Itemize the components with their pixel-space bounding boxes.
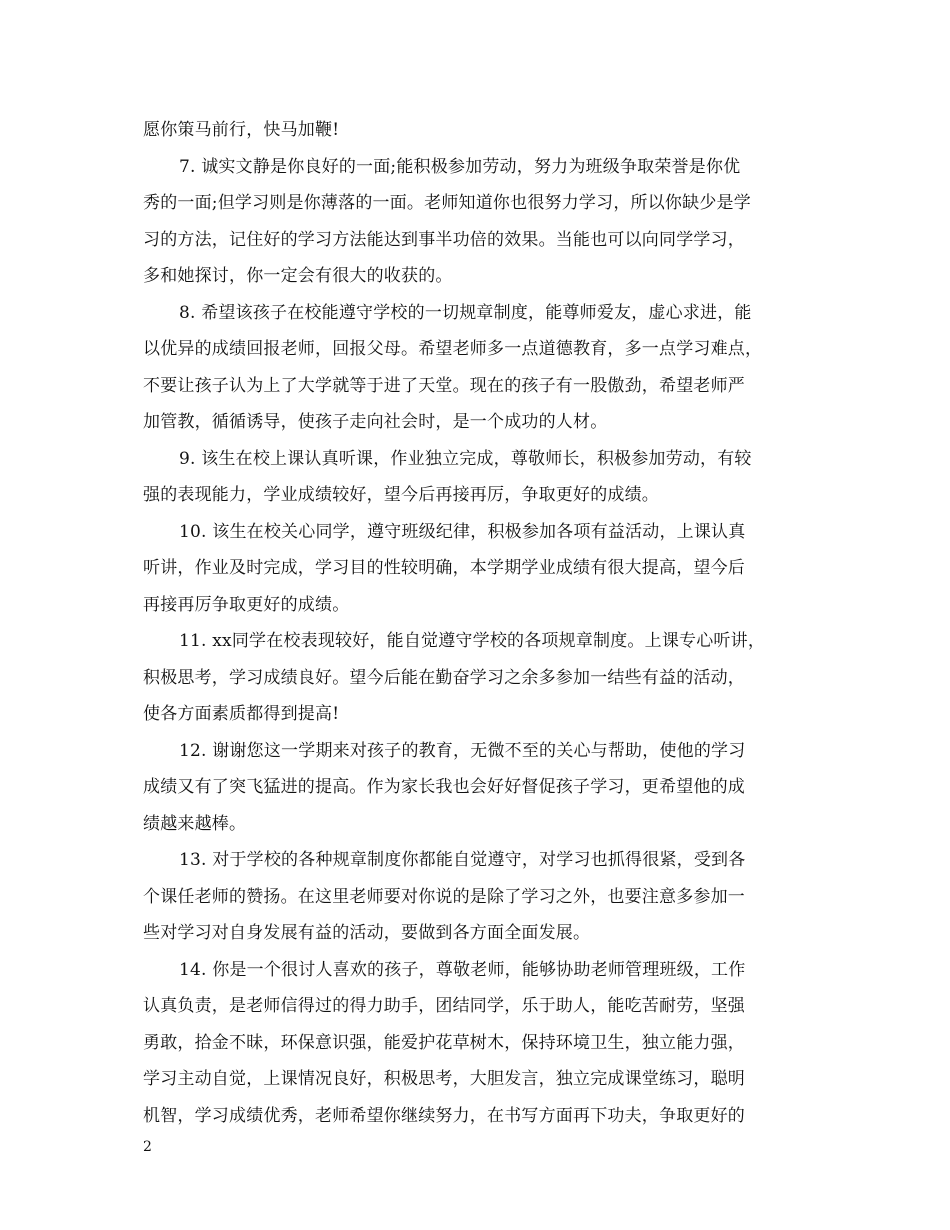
text-line: 以优异的成绩回报老师，回报父母。希望老师多一点道德教育，多一点学习难点， (143, 339, 763, 359)
text-line: 些对学习对自身发展有益的活动，要做到各方面全面发展。 (143, 923, 591, 943)
document-body (143, 112, 815, 1134)
paragraph-first-line: 12. 谢谢您这一学期来对孩子的教育，无微不至的关心与帮助，使他的学习 (179, 740, 746, 761)
text-line: 使各方面素质都得到提高! (143, 704, 340, 724)
text-line: 愿你策马前行，快马加鞭! (143, 120, 340, 140)
text-line: 机智，学习成绩优秀，老师希望你继续努力，在书写方面再下功夫，争取更好的 (143, 1105, 745, 1126)
text-line: 不要让孩子认为上了大学就等于进了天堂。现在的孩子有一股傲劲，希望老师严 (143, 375, 745, 396)
paragraph-first-line: 13. 对于学校的各种规章制度你都能自觉遵守，对学习也抓得很紧，受到各 (179, 850, 746, 870)
text-line: 认真负责，是老师信得过的得力助手，团结同学，乐于助人，能吃苦耐劳，坚强 (143, 996, 745, 1016)
page-number: 2 (143, 1139, 152, 1155)
paragraph-first-line: 9. 该生在校上课认真听课，作业独立完成，尊敬师长，积极参加劳动，有较 (179, 448, 752, 469)
paragraph-first-line: 11. xx同学在校表现较好，能自觉遵守学校的各项规章制度。上课专心听讲， (179, 631, 766, 651)
text-line: 习的方法，记住好的学习方法能达到事半功倍的效果。当能也可以向同学学习， (143, 229, 745, 250)
text-line: 强的表现能力，学业成绩较好，望今后再接再厉，争取更好的成绩。 (143, 485, 659, 505)
text-line: 积极思考，学习成绩良好。望今后能在勤奋学习之余多参加一结些有益的活动， (143, 667, 745, 688)
text-line: 成绩又有了突飞猛进的提高。作为家长我也会好好督促孩子学习，更希望他的成 (143, 777, 745, 797)
text-line: 多和她探讨，你一定会有很大的收获的。 (143, 266, 453, 286)
text-line: 秀的一面;但学习则是你薄落的一面。老师知道你也很努力学习，所以你缺少是学 (143, 193, 751, 213)
paragraph-first-line: 14. 你是一个很讨人喜欢的孩子，尊敬老师，能够协助老师管理班级，工作 (179, 959, 746, 980)
paragraph-first-line: 8. 希望该孩子在校能遵守学校的一切规章制度，能尊师爱友，虚心求进，能 (179, 302, 752, 323)
text-line: 学习主动自觉，上课情况良好，积极思考，大胆发言，独立完成课堂练习，聪明 (143, 1069, 745, 1089)
text-line: 绩越来越棒。 (143, 813, 247, 834)
text-line: 再接再厉争取更好的成绩。 (143, 594, 350, 615)
text-line: 勇敢，拾金不昧，环保意识强，能爱护花草树木，保持环境卫生，独立能力强， (143, 1032, 745, 1053)
paragraph-first-line: 7. 诚实文静是你良好的一面;能积极参加劳动，努力为班级争取荣誉是你优 (179, 156, 741, 177)
text-line: 加管教，循循诱导，使孩子走向社会时，是一个成功的人材。 (143, 412, 608, 432)
text-line: 听讲，作业及时完成，学习目的性较明确，本学期学业成绩有很大提高，望今后 (143, 558, 745, 578)
text-line: 个课任老师的赞扬。在这里老师要对你说的是除了学习之外，也要注意多参加一 (143, 886, 745, 907)
paragraph-first-line: 10. 该生在校关心同学，遵守班级纪律，积极参加各项有益活动，上课认真 (179, 521, 746, 542)
